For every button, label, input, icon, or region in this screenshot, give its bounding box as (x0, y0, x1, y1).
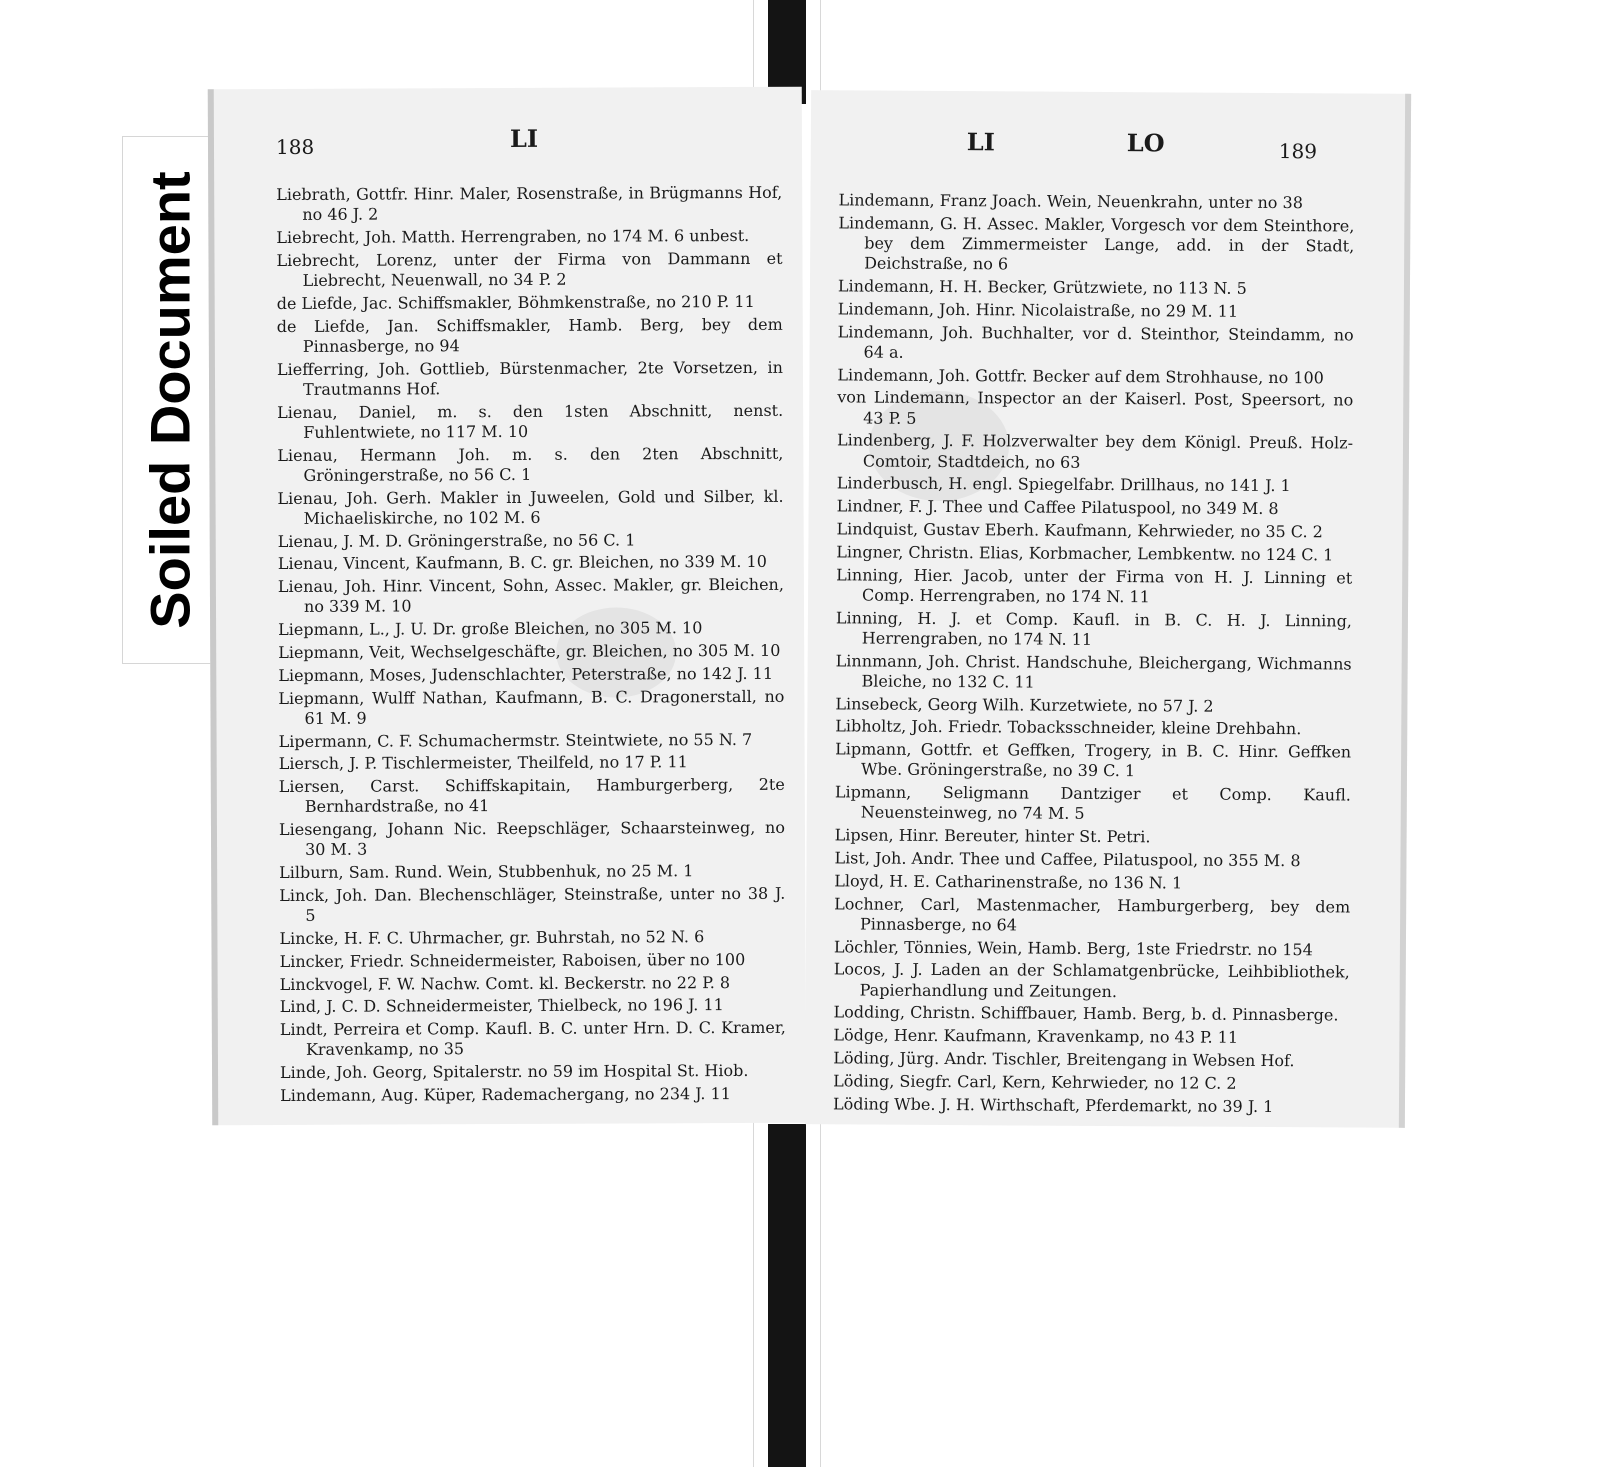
directory-entry: Lienau, J. M. D. Gröningerstraße, no 56 C. 1 (277, 530, 636, 551)
directory-entry: Libholtz, Joh. Friedr. Tobacksschneider, kleine Drehbahn. (835, 716, 1302, 739)
directory-entry: Lindquist, Gustav Eberh. Kaufmann, Kehrwieder, no 35 C. 2 (836, 519, 1323, 542)
directory-entry: Linning, H. J. et Comp. Kaufl. in B. C. H. J. Linning, Herrengraben, no 174 N. 11 (835, 607, 1352, 649)
directory-entry: Lindemann, Joh. Hinr. Nicolaistraße, no 29 M. 11 (837, 299, 1239, 321)
directory-entry: Liersch, J. P. Tischlermeister, Theilfeld, no 17 P. 11 (278, 752, 688, 774)
directory-entry: Liepmann, Wulff Nathan, Kaufmann, B. C. Dragonerstall, no 61 M. 9 (278, 686, 785, 728)
directory-entry: Lloyd, H. E. Catharinenstraße, no 136 N. 1 (834, 871, 1183, 893)
directory-entry: Linnmann, Joh. Christ. Handschuhe, Bleichergang, Wichmanns Bleiche, no 132 C. 11 (835, 650, 1352, 692)
directory-entry: Lindt, Perreira et Comp. Kaufl. B. C. unter Hrn. D. C. Kramer, Kravenkamp, no 35 (279, 1017, 786, 1060)
left-entry-list (276, 183, 786, 1109)
right-page-number: 189 (1278, 139, 1318, 164)
right-entry-list (833, 190, 1355, 1119)
directory-entry: Liepmann, Moses, Judenschlachter, Peterstraße, no 142 J. 11 (278, 663, 774, 685)
directory-entry: de Liefde, Jac. Schiffsmakler, Böhmkenstraße, no 210 P. 11 (276, 291, 755, 313)
right-page-header-center: LO (1126, 128, 1165, 158)
directory-entry: Löding Wbe. J. H. Wirthschaft, Pferdemarkt, no 39 J. 1 (832, 1093, 1274, 1116)
left-page (208, 87, 807, 1126)
directory-entry: Lindenberg, J. F. Holzverwalter bey dem Königl. Preuß. Holz-Comtoir, Stadtdeich, no 63 (836, 430, 1354, 472)
label-text: Soiled Document (138, 171, 202, 629)
directory-entry: Liesengang, Johann Nic. Reepschläger, Schaarsteinweg, no 30 M. 3 (278, 817, 786, 860)
directory-entry: Lingner, Christn. Elias, Korbmacher, Lembkentw. no 124 C. 1 (836, 542, 1334, 565)
binding-spine-bottom (768, 1124, 806, 1467)
left-page-header: LI (509, 123, 539, 153)
directory-entry: Löding, Siegfr. Carl, Kern, Kehrwieder, no 12 C. 2 (833, 1071, 1237, 1093)
directory-entry: Lind, J. C. D. Schneidermeister, Thielbeck, no 196 J. 11 (279, 995, 724, 1017)
directory-entry: Liebrecht, Lorenz, unter der Firma von Dammann et Liebrecht, Neuenwall, no 34 P. 2 (276, 248, 783, 290)
directory-entry: Lienau, Hermann Joh. m. s. den 2ten Abschnitt, Gröningerstraße, no 56 C. 1 (277, 443, 784, 485)
directory-entry: Lindemann, H. H. Becker, Grützwiete, no 113 N. 5 (837, 276, 1247, 298)
directory-entry: Liersen, Carst. Schiffskapitain, Hamburgerberg, 2te Bernhardstraße, no 41 (278, 774, 785, 817)
right-page (805, 90, 1411, 1128)
directory-entry: Lindemann, G. H. Assec. Makler, Vorgesch vor dem Steinthore, bey dem Zimmermeister Lange, add. in der Stadt, Deichstraße, no 6 (838, 213, 1355, 274)
directory-entry: Liebrath, Gottfr. Hinr. Maler, Rosenstraße, in Brügmanns Hof, no 46 J. 2 (276, 182, 783, 225)
directory-entry: Lienau, Joh. Hinr. Vincent, Sohn, Assec. Makler, gr. Bleichen, no 339 M. 10 (277, 574, 784, 617)
directory-entry: Lincke, H. F. C. Uhrmacher, gr. Buhrstah, no 52 N. 6 (279, 927, 705, 948)
directory-entry: Lindemann, Aug. Küper, Rademachergang, no 234 J. 11 (280, 1083, 731, 1105)
directory-entry: Liepmann, L., J. U. Dr. große Bleichen, no 305 M. 10 (278, 618, 703, 640)
directory-entry: Linning, Hier. Jacob, unter der Firma von H. J. Linning et Comp. Herrengraben, no 174 N. 11 (836, 564, 1353, 607)
directory-entry: Lindner, F. J. Thee und Caffee Pilatuspool, no 349 M. 8 (836, 496, 1279, 519)
right-page-header-left: LI (966, 127, 996, 157)
directory-entry: Linde, Joh. Georg, Spitalerstr. no 59 im Hospital St. Hiob. (279, 1061, 749, 1083)
directory-entry: Lochner, Carl, Mastenmacher, Hamburgerberg, bey dem Pinnasberge, no 64 (834, 893, 1351, 935)
directory-entry: List, Joh. Andr. Thee und Caffee, Pilatuspool, no 355 M. 8 (834, 848, 1301, 871)
directory-entry: Linderbusch, H. engl. Spiegelfabr. Drillhaus, no 141 J. 1 (836, 473, 1291, 496)
directory-entry: Locos, J. J. Laden an der Schlamatgenbrücke, Leihbibliothek, Papierhandlung und Zeitungen. (833, 959, 1350, 1001)
directory-entry: de Liefde, Jan. Schiffsmakler, Hamb. Berg, bey dem Pinnasberge, no 94 (276, 314, 783, 356)
directory-entry: Lilburn, Sam. Rund. Wein, Stubbenhuk, no 25 M. 1 (279, 861, 694, 883)
directory-entry: Lipermann, C. F. Schumachermstr. Steintwiete, no 55 N. 7 (278, 729, 753, 751)
directory-entry: Lipsen, Hinr. Bereuter, hinter St. Petri. (834, 825, 1151, 847)
directory-entry: Liebrecht, Joh. Matth. Herrengraben, no 174 M. 6 unbest. (276, 225, 750, 248)
directory-entry: Löchler, Tönnies, Wein, Hamb. Berg, 1ste Friedrstr. no 154 (833, 936, 1313, 959)
soiled-document-label (122, 136, 218, 664)
directory-entry: Lodding, Christn. Schiffbauer, Hamb. Berg, b. d. Pinnasberge. (833, 1002, 1339, 1025)
directory-entry: Linckvogel, F. W. Nachw. Comt. kl. Beckerstr. no 22 P. 8 (279, 972, 731, 994)
directory-entry: Lienau, Vincent, Kaufmann, B. C. gr. Bleichen, no 339 M. 10 (277, 552, 767, 574)
directory-entry: Löding, Jürg. Andr. Tischler, Breitengang in Websen Hof. (833, 1048, 1295, 1071)
directory-entry: Lienau, Daniel, m. s. den 1sten Abschnitt, nenst. Fuhlentwiete, no 117 M. 10 (277, 400, 784, 442)
directory-entry: Lienau, Joh. Gerh. Makler in Juweelen, Gold und Silber, kl. Michaeliskirche, no 102 M. 6 (277, 486, 784, 528)
left-page-number: 188 (275, 134, 315, 160)
directory-entry: Linsebeck, Georg Wilh. Kurzetwiete, no 57 J. 2 (835, 693, 1214, 716)
directory-entry: Lipmann, Gottfr. et Geffken, Trogery, in B. C. Hinr. Geffken Wbe. Gröningerstraße, no 39 C. 1 (835, 739, 1352, 781)
directory-entry: Lipmann, Seligmann Dantziger et Comp. Kaufl. Neuensteinweg, no 74 M. 5 (834, 782, 1351, 824)
directory-entry: Lindemann, Joh. Buchhalter, vor d. Steinthor, Steindamm, no 64 a. (837, 321, 1354, 362)
directory-entry: Lincker, Friedr. Schneidermeister, Raboisen, über no 100 (279, 949, 746, 971)
directory-entry: Linck, Joh. Dan. Blechenschläger, Steinstraße, unter no 38 J. 5 (279, 883, 786, 926)
directory-entry: Liepmann, Veit, Wechselgeschäfte, gr. Bleichen, no 305 M. 10 (278, 640, 781, 662)
directory-entry: Lindemann, Franz Joach. Wein, Neuenkrahn, unter no 38 (838, 190, 1303, 213)
directory-entry: Liefferring, Joh. Gottlieb, Bürstenmacher, 2te Vorsetzen, in Trautmanns Hof. (276, 357, 784, 399)
directory-entry: Lindemann, Joh. Gottfr. Becker auf dem Strohhause, no 100 (837, 364, 1324, 387)
directory-entry: Lödge, Henr. Kaufmann, Kravenkamp, no 43 P. 11 (833, 1025, 1239, 1047)
directory-entry: von Lindemann, Inspector an der Kaiserl. Post, Speersort, no 43 P. 5 (837, 387, 1354, 428)
